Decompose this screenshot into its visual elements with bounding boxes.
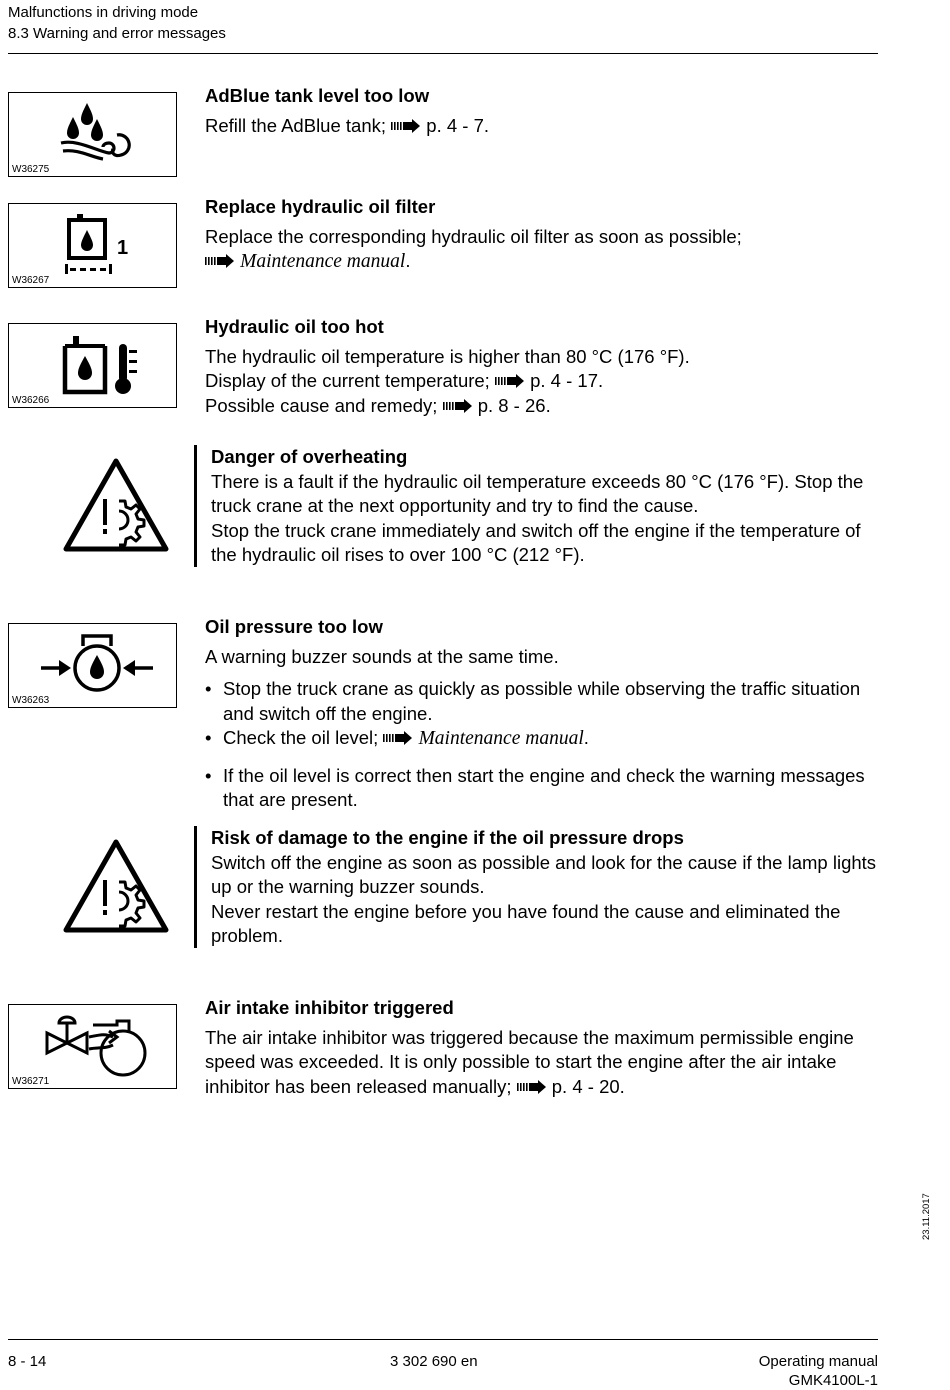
section-hydraulic-hot (205, 315, 885, 418)
section-title: Air intake inhibitor triggered (205, 997, 454, 1018)
warning-title: Danger of overheating (211, 446, 408, 467)
text-line: A warning buzzer sounds at the same time. (205, 645, 559, 667)
figure-code: W36266 (12, 395, 50, 406)
section-text (205, 369, 885, 394)
reference-arrow-icon (391, 119, 421, 133)
manual-model-line: GMK4100L-1 (788, 1372, 878, 1389)
warning-text: Switch off the engine as soon as possible and look for the cause if the lamp lights up or the warning buzzer sounds. (211, 851, 877, 897)
text-line: Refill the AdBlue tank; (205, 114, 386, 136)
warning-text: Never restart the engine before you have found the cause and eliminated the problem. (211, 900, 841, 946)
text-line: The hydraulic oil temperature is higher than 80 °C (176 °F). (205, 345, 690, 367)
filter-number-label: 1 (117, 237, 129, 259)
reference-arrow-icon (443, 399, 473, 413)
header-section: 8.3 Warning and error messages (8, 25, 226, 42)
list-item: • Stop the truck crane as quickly as possible while observing the traffic situation and switch off the engine. (205, 677, 873, 726)
hydraulic-filter-icon (61, 210, 141, 280)
header-rule (8, 53, 878, 54)
section-text (205, 114, 885, 139)
page-number: 8 - 14 (8, 1353, 47, 1370)
section-title: Oil pressure too low (205, 616, 383, 637)
figure-code: W36271 (12, 1076, 50, 1087)
page-reference-link[interactable]: p. 8 - 26. (477, 394, 551, 416)
adblue-drops-icon (57, 99, 137, 169)
text-line: Possible cause and remedy; (205, 394, 438, 416)
text-period: . (405, 250, 411, 271)
document-number: 3 302 690 en (390, 1353, 478, 1370)
list-item (205, 726, 885, 752)
figure-code: W36267 (12, 275, 50, 286)
manual-name-line: Operating manual (758, 1353, 878, 1370)
oil-pressure-icon (37, 630, 157, 700)
header-chapter: Malfunctions in driving mode (8, 4, 199, 21)
page-reference-link[interactable]: p. 4 - 7. (426, 114, 490, 136)
text-period: . (583, 727, 589, 748)
warning-overheating (194, 445, 884, 567)
text-line: Check the oil level; (223, 727, 379, 748)
page-reference-link[interactable]: p. 4 - 17. (530, 370, 604, 391)
footer-rule (8, 1339, 878, 1340)
warning-triangle-gear-icon (60, 836, 172, 936)
figure-code: W36275 (12, 164, 50, 175)
section-title: Replace hydraulic oil filter (205, 196, 436, 217)
text-line: The air intake inhibitor was triggered because the maximum permissible engine speed was exceeded. It is only possible to start the engine after the air intake inhibitor has been released manually; (205, 1026, 854, 1097)
figure-adblue (8, 92, 177, 177)
warning-title: Risk of damage to the engine if the oil pressure drops (211, 827, 684, 848)
reference-arrow-icon (383, 731, 413, 745)
manual-name (759, 1352, 878, 1390)
section-text (205, 1026, 880, 1100)
section-oil-pressure (205, 615, 885, 813)
warning-oil-pressure (194, 826, 884, 948)
figure-code: W36263 (12, 695, 50, 706)
warning-triangle-gear-icon (60, 455, 172, 555)
page-reference-link[interactable]: p. 4 - 20. (551, 1075, 625, 1097)
section-hydraulic-filter (205, 195, 885, 275)
reference-arrow-icon (517, 1080, 547, 1094)
text-line: Replace the corresponding hydraulic oil filter as soon as possible; (205, 225, 742, 247)
hydraulic-oil-temperature-icon (59, 330, 149, 400)
bullet-list (205, 677, 885, 813)
maintenance-manual-link[interactable]: Maintenance manual (418, 728, 584, 749)
section-text (205, 249, 885, 275)
text-line: Display of the current temperature; (205, 370, 490, 391)
section-title: AdBlue tank level too low (205, 85, 430, 106)
figure-oil-pressure (8, 623, 177, 708)
figure-hydraulic-filter (8, 203, 177, 288)
list-item: • If the oil level is correct then start the engine and check the warning messages that are present. (205, 764, 873, 813)
section-title: Hydraulic oil too hot (205, 316, 384, 337)
section-text (205, 394, 885, 419)
air-intake-inhibitor-icon (43, 1009, 153, 1084)
side-date: 23.11.2017 (921, 1193, 932, 1240)
figure-hydraulic-temperature (8, 323, 177, 408)
section-adblue (205, 84, 885, 138)
figure-air-intake (8, 1004, 177, 1089)
maintenance-manual-link[interactable]: Maintenance manual (240, 251, 406, 272)
warning-text: There is a fault if the hydraulic oil temperature exceeds 80 °C (176 °F). Stop the truck crane at the next opportunity and try to find the cause. (211, 470, 864, 516)
reference-arrow-icon (495, 374, 525, 388)
section-air-intake (205, 996, 885, 1099)
reference-arrow-icon (205, 254, 235, 268)
warning-text: Stop the truck crane immediately and switch off the engine if the temperature of the hydraulic oil rises to over 100 °C (212 °F). (211, 519, 861, 565)
